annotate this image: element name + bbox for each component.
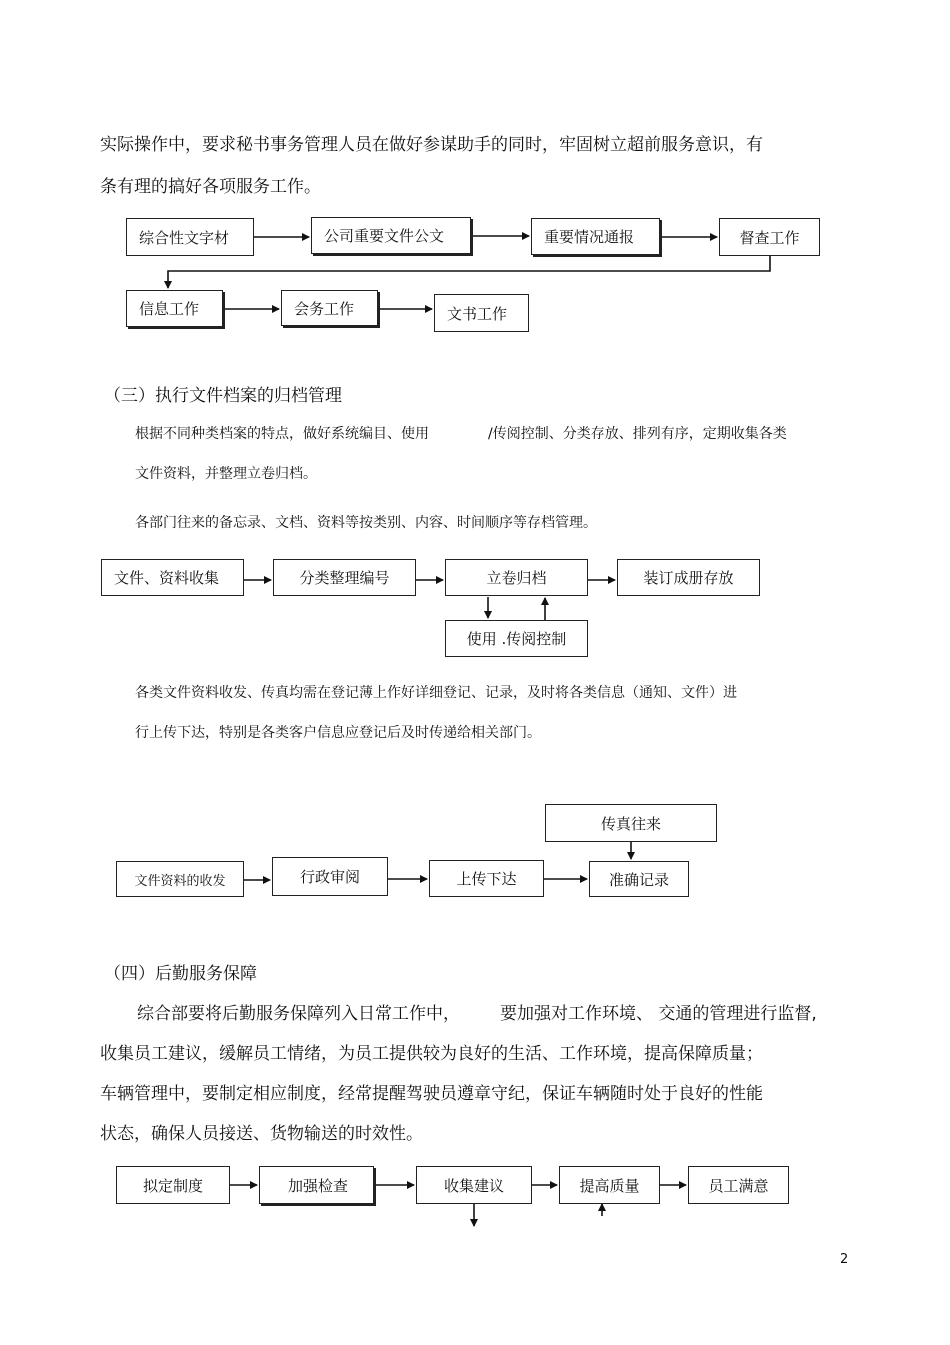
flow3-box-receive-send: 文件资料的收发: [116, 861, 244, 897]
flow4-box-suggestions: 收集建议: [416, 1166, 532, 1204]
flow3-box-relay: 上传下达: [429, 860, 544, 897]
flow2-box-access-control: 使用 .传阅控制: [445, 620, 588, 657]
flow1-box-meetings: 会务工作: [281, 290, 378, 326]
paragraph-line: 要加强对工作环境、 交通的管理进行监督,: [500, 1004, 817, 1024]
section-heading: （四）后勤服务保障: [104, 964, 257, 984]
flow2-box-collect: 文件、资料收集: [101, 559, 244, 596]
paragraph-line: 条有理的搞好各项服务工作。: [100, 177, 321, 197]
flow4-box-rules: 拟定制度: [116, 1166, 230, 1204]
paragraph-line: 文件资料，并整理立卷归档。: [135, 466, 317, 482]
paragraph-line: 综合部要将后勤服务保障列入日常工作中，: [137, 1004, 460, 1024]
paragraph-line: 根据不同种类档案的特点，做好系统编目、使用: [135, 426, 429, 442]
flow1-box-situation-report: 重要情况通报: [531, 218, 660, 255]
flow3-box-fax: 传真往来: [545, 804, 717, 842]
flow4-box-quality: 提高质量: [559, 1166, 660, 1204]
flow2-box-bind-store: 装订成册存放: [617, 559, 760, 596]
section-heading: （三）执行文件档案的归档管理: [104, 386, 342, 406]
flow4-box-inspection: 加强检查: [259, 1166, 374, 1204]
page-number: 2: [840, 1252, 849, 1267]
flow1-box-supervision: 督查工作: [719, 218, 820, 256]
paragraph-line: 各部门往来的备忘录、文档、资料等按类别、内容、时间顺序等存档管理。: [135, 515, 597, 531]
paragraph-line: 行上传下达，特别是各类客户信息应登记后及时传递给相关部门。: [135, 725, 541, 741]
flow2-box-classify: 分类整理编号: [273, 559, 416, 596]
paragraph-line: 各类文件资料收发、传真均需在登记薄上作好详细登记、记录，及时将各类信息（通知、文件）进: [135, 685, 737, 701]
paragraph-line: 实际操作中，要求秘书事务管理人员在做好参谋助手的同时，牢固树立超前服务意识，有: [100, 135, 763, 155]
flow1-box-information: 信息工作: [126, 290, 223, 327]
paragraph-line: 车辆管理中，要制定相应制度，经常提醒驾驶员遵章守纪，保证车辆随时处于良好的性能: [100, 1084, 763, 1104]
paragraph-line: 收集员工建议，缓解员工情绪，为员工提供较为良好的生活、工作环境，提高保障质量；: [100, 1044, 763, 1064]
paragraph-line: 状态，确保人员接送、货物输送的时效性。: [100, 1124, 423, 1144]
paragraph-line: /传阅控制、分类存放、排列有序，定期收集各类: [488, 426, 787, 442]
flow1-box-written-materials: 综合性文字材: [126, 218, 254, 256]
flow3-box-review: 行政审阅: [272, 857, 388, 896]
flow4-box-satisfaction: 员工满意: [688, 1166, 789, 1204]
flow3-box-record: 准确记录: [589, 861, 689, 897]
flow1-box-clerical: 文书工作: [434, 294, 529, 332]
flow2-box-archive: 立卷归档: [445, 559, 588, 596]
flow1-box-important-documents: 公司重要文件公文: [311, 217, 471, 254]
